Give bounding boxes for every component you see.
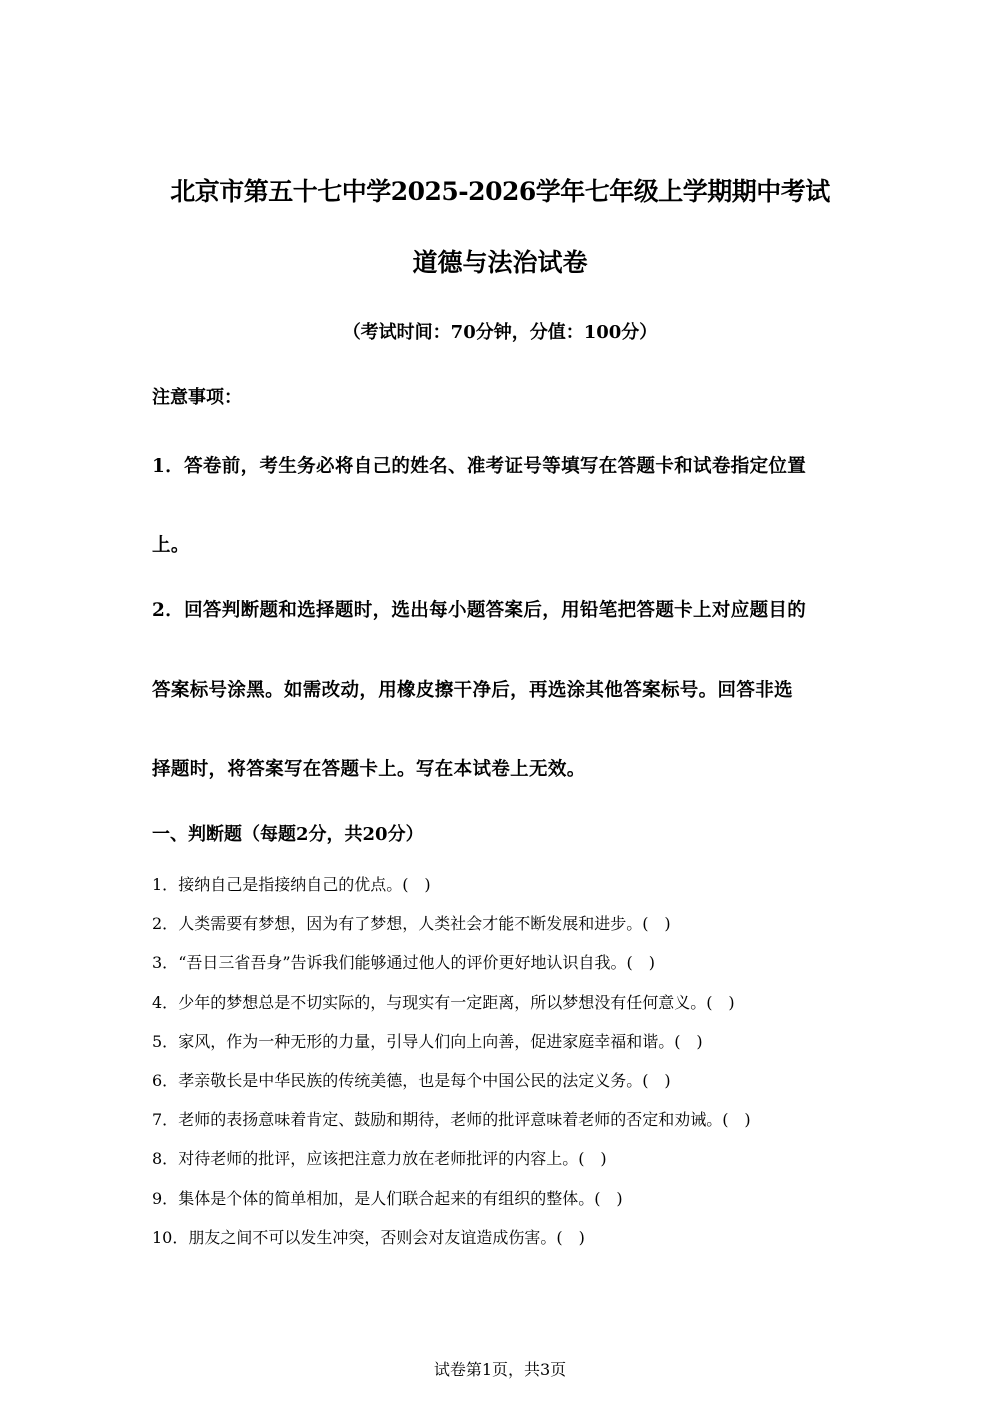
question-number: 5． — [152, 1031, 179, 1051]
question-item — [152, 874, 751, 913]
question-number: 4． — [152, 992, 179, 1012]
question-item — [152, 1227, 751, 1266]
question-item — [152, 1109, 751, 1148]
section-heading-true-false: 一、判断题（每题2分，共20分） — [152, 824, 424, 845]
page-footer: 试卷第1页，共3页 — [433, 1360, 567, 1379]
question-list — [152, 874, 751, 1266]
note-line: 答案标号涂黑。如需改动，用橡皮擦干净后，再选涂其他答案标号。回答非选 — [152, 680, 793, 701]
exam-subject-title: 道德与法治试卷 — [412, 248, 588, 277]
exam-info: （考试时间：70分钟，分值：100分） — [342, 322, 658, 343]
question-item — [152, 913, 751, 952]
question-number: 8． — [152, 1149, 179, 1169]
question-text: 对待老师的批评，应该把注意力放在老师批评的内容上。( ) — [178, 1149, 607, 1169]
question-item — [152, 1070, 751, 1109]
question-text: 家风，作为一种无形的力量，引导人们向上向善，促进家庭幸福和谐。( ) — [178, 1031, 703, 1051]
question-text: 人类需要有梦想，因为有了梦想，人类社会才能不断发展和进步。( ) — [178, 914, 671, 934]
question-item — [152, 1148, 751, 1187]
question-item — [152, 1031, 751, 1070]
question-item — [152, 1188, 751, 1227]
question-text: 老师的表扬意味着肯定、鼓励和期待，老师的批评意味着老师的否定和劝诫。( ) — [178, 1110, 751, 1130]
question-number: 3． — [152, 953, 179, 973]
notes-heading: 注意事项： — [152, 387, 242, 408]
question-item — [152, 992, 751, 1031]
question-item — [152, 952, 751, 991]
question-number: 9． — [152, 1188, 179, 1208]
exam-title: 北京市第五十七中学2025-2026学年七年级上学期期中考试 — [170, 177, 830, 206]
question-number: 10． — [152, 1227, 189, 1247]
note-line: 择题时，将答案写在答题卡上。写在本试卷上无效。 — [152, 759, 586, 780]
question-number: 7． — [152, 1110, 179, 1130]
question-text: 朋友之间不可以发生冲突，否则会对友谊造成伤害。( ) — [188, 1227, 585, 1247]
note-line: 1．答卷前，考生务必将自己的姓名、准考证号等填写在答题卡和试卷指定位置 — [152, 456, 807, 477]
question-text: 集体是个体的简单相加，是人们联合起来的有组织的整体。( ) — [178, 1188, 623, 1208]
question-number: 6． — [152, 1070, 179, 1090]
question-number: 1． — [152, 875, 179, 894]
note-line: 2．回答判断题和选择题时，选出每小题答案后，用铅笔把答题卡上对应题目的 — [152, 600, 807, 621]
question-text: 孝亲敬长是中华民族的传统美德，也是每个中国公民的法定义务。( ) — [178, 1070, 671, 1090]
question-text: 接纳自己是指接纳自己的优点。( ) — [178, 875, 431, 894]
question-number: 2． — [152, 914, 179, 934]
question-text: “吾日三省吾身”告诉我们能够通过他人的评价更好地认识自我。( ) — [178, 953, 656, 973]
note-line: 上。 — [152, 535, 190, 556]
question-text: 少年的梦想总是不切实际的，与现实有一定距离，所以梦想没有任何意义。( ) — [178, 992, 735, 1012]
